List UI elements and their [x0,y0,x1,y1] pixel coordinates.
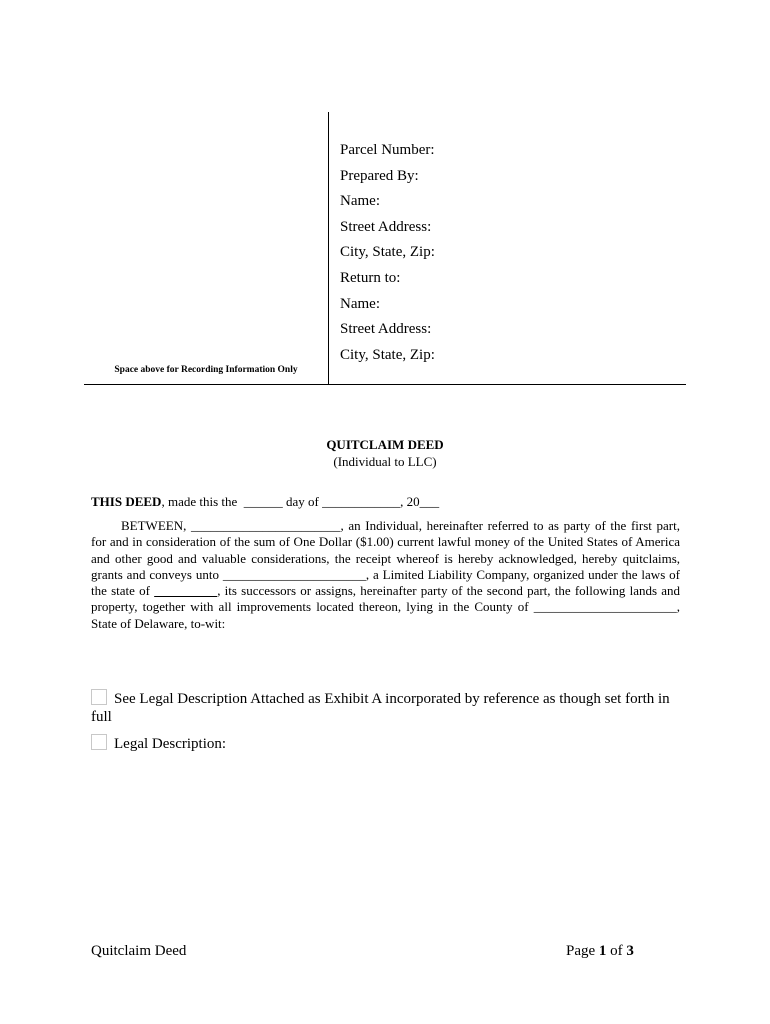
return-to-city-label: City, State, Zip: [340,346,435,363]
conveyance-text-1: BETWEEN, _______________________, an Individual, hereinafter referred to as party of the first part, for and in consideration of the sum of One Dollar ($1.00) current lawful money of the United States of America and other good and valuable considerations, the receipt whereof is hereby acknowledged, hereby quitclaims, grants and conveys unto ______________________, a Limited Liability Company, organized under the laws of the state of [91,518,680,599]
state-blank [154,583,217,598]
conveyance-text-2: , its successors or assigns, hereinafter party of the second part, the following lands and property, together with all improvements located thereon, lying in the County of ______________________, State of Delaware, to-wit: [91,583,681,631]
prepared-by-label: Prepared By: [340,167,419,184]
recording-divider-vertical [328,112,329,384]
exhibit-checkbox[interactable] [91,689,107,705]
footer-page-word: Page [566,943,599,959]
recording-info-fields [340,138,435,368]
recording-divider-horizontal [84,384,686,385]
prepared-by-city-label: City, State, Zip: [340,244,435,261]
return-to-name-label: Name: [340,295,380,312]
deed-date-line [91,494,439,510]
deed-lead-bold: THIS DEED [91,494,162,509]
return-to-street-label: Street Address: [340,321,432,338]
parcel-number-label: Parcel Number: [340,142,435,158]
deed-date-text: , made this the ______ day of ____________, 20___ [161,494,440,509]
footer-document-name: Quitclaim Deed [91,943,187,959]
prepared-by-street-label: Street Address: [340,218,432,235]
return-to-label: Return to: [340,269,401,286]
footer-page-indicator [566,943,634,960]
recording-space-note: Space above for Recording Information Only [114,365,298,375]
legal-description-checkbox[interactable] [91,734,107,750]
exhibit-option [91,689,681,726]
document-subtitle: (Individual to LLC) [333,454,437,469]
footer-of-word: of [606,943,627,959]
footer-page-number: 1 [598,943,607,959]
legal-description-label: Legal Description: [114,736,227,752]
conveyance-paragraph [91,518,680,632]
legal-description-option [91,734,226,753]
exhibit-label: See Legal Description Attached as Exhibit A incorporated by reference as though set forth in full [91,691,670,725]
footer-page-total: 3 [626,943,634,959]
prepared-by-name-label: Name: [340,193,380,210]
document-title: QUITCLAIM DEED [326,437,444,452]
